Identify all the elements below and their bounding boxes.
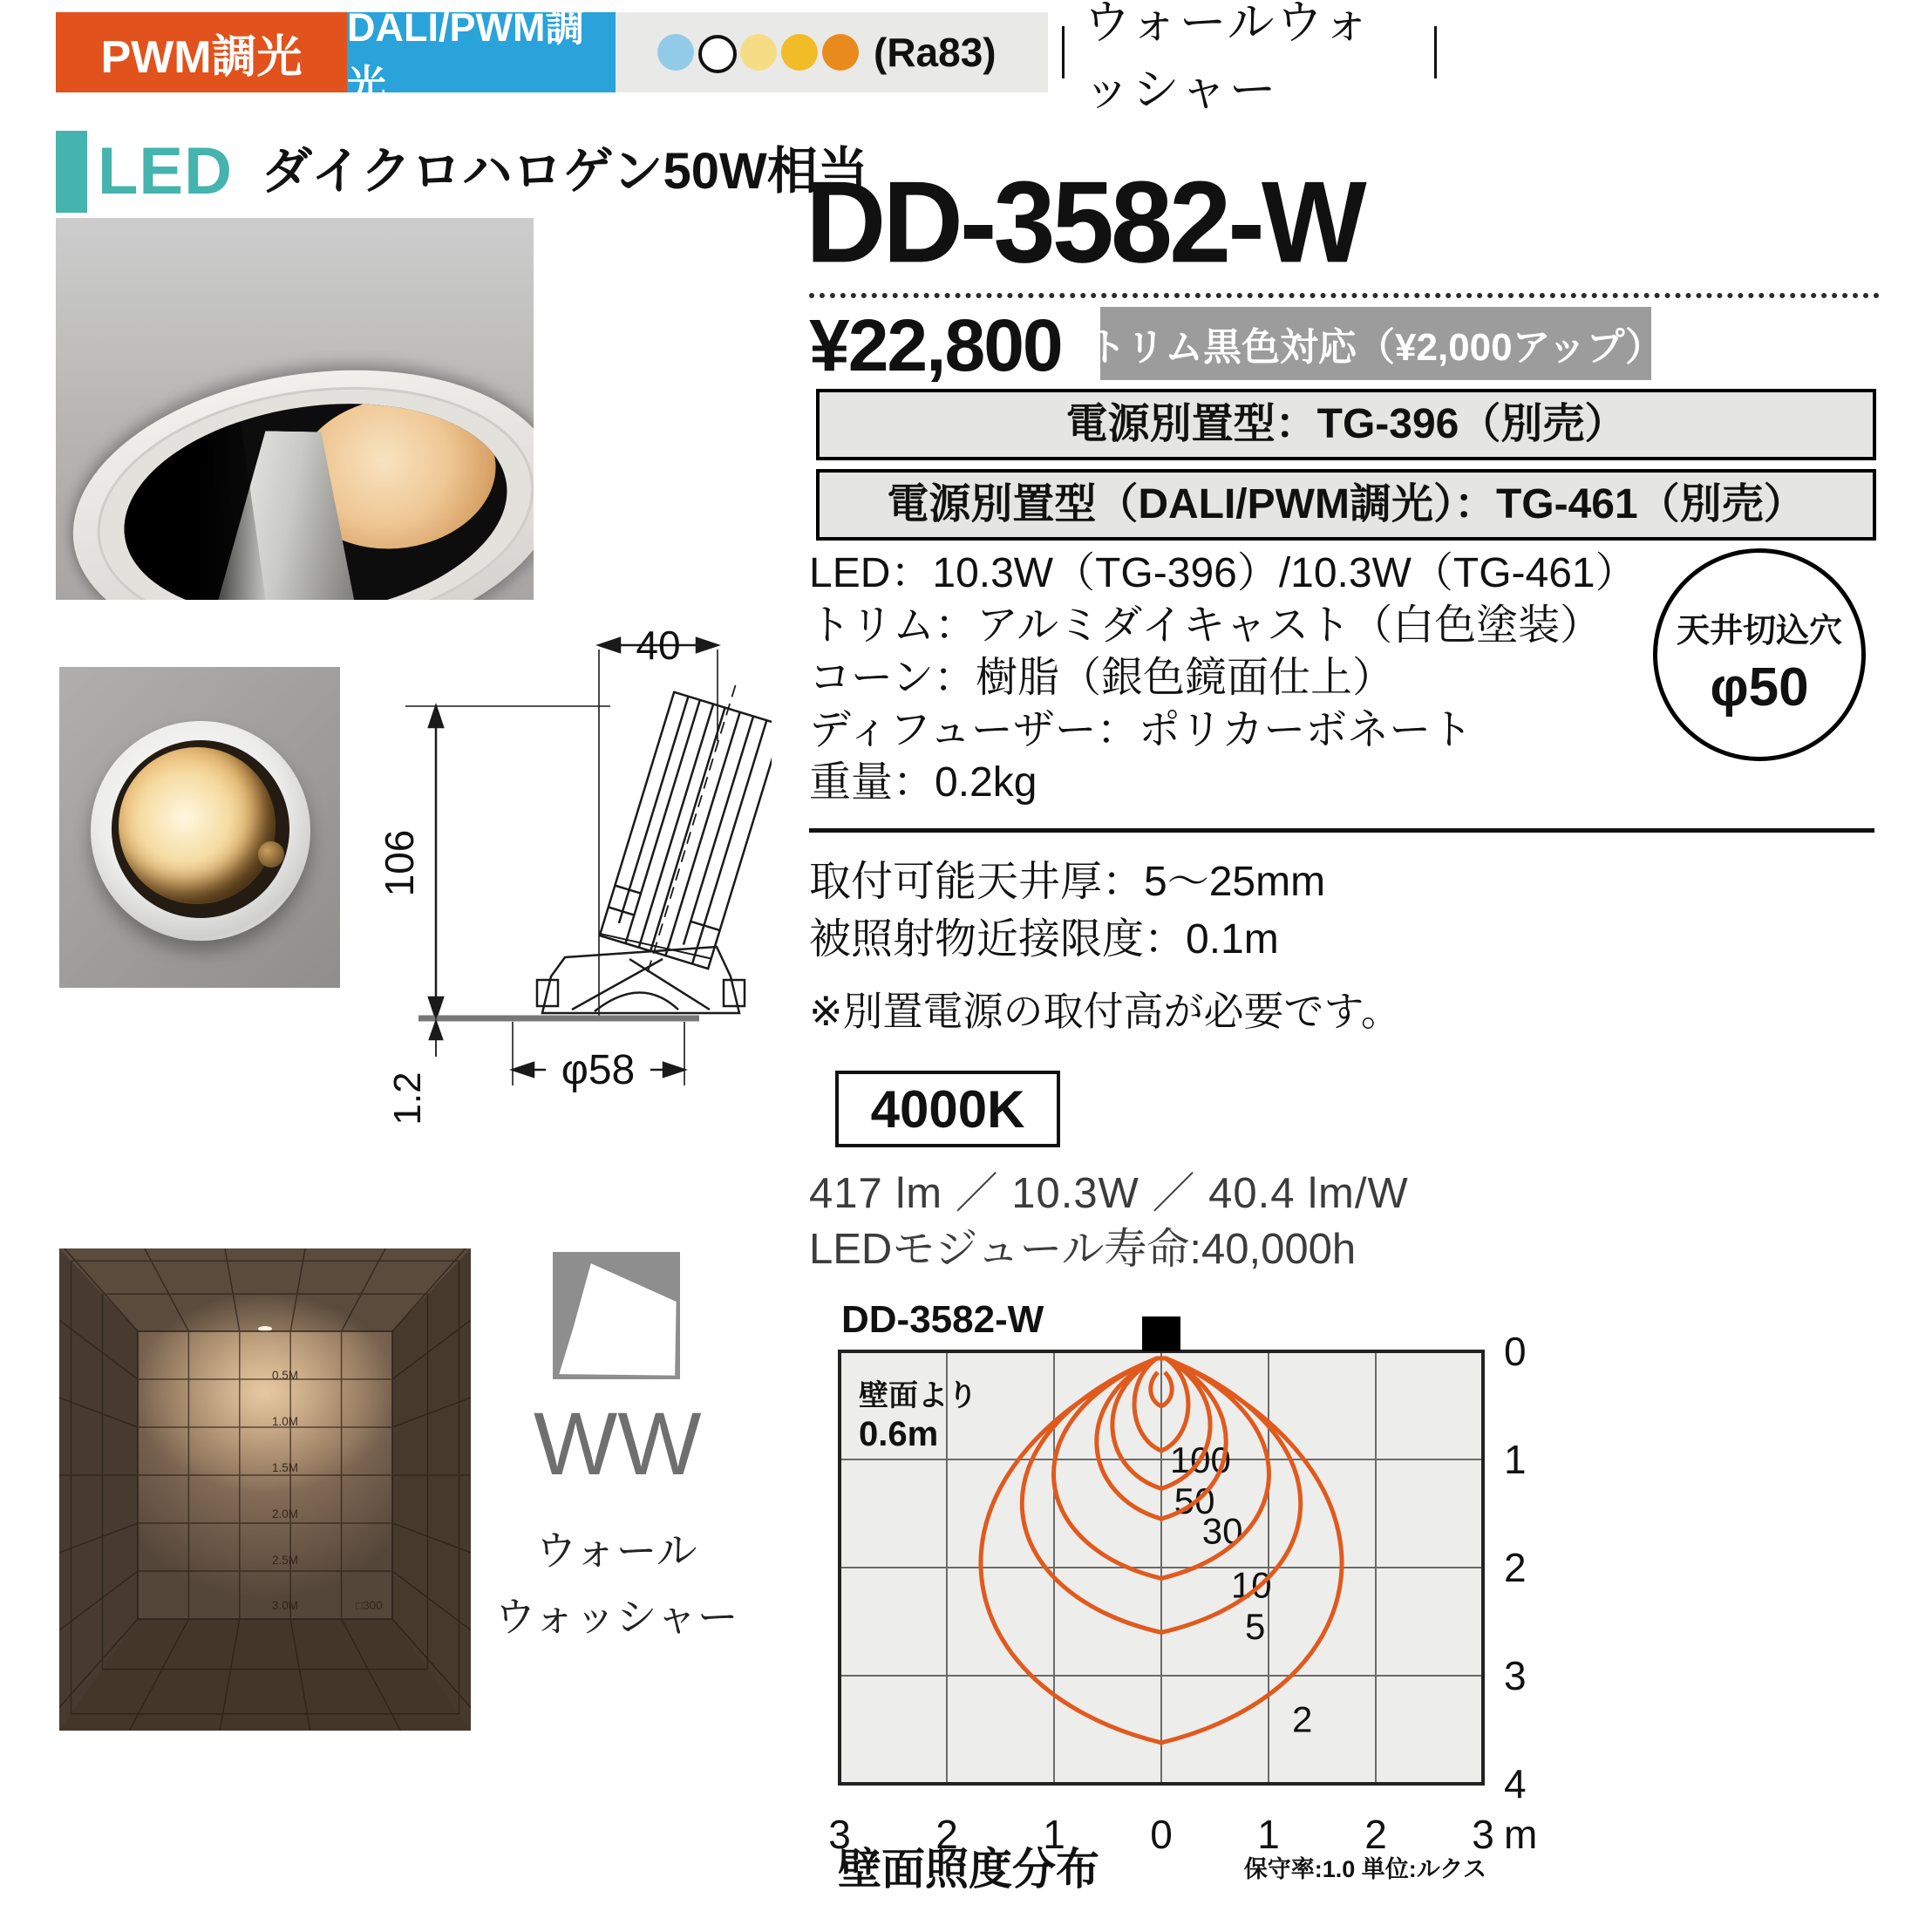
product-photo-main	[56, 218, 534, 600]
ceiling-cutout-size: φ50	[1710, 657, 1809, 718]
led-teal-bar	[56, 131, 87, 213]
ceiling-cutout-label: 天井切込穴	[1676, 613, 1842, 650]
category-tag-wallwasher	[1062, 0, 1437, 116]
fixture-opening	[112, 740, 289, 918]
lumen-line: 417 lm ／ 10.3W ／ 40.4 lm/W	[809, 1170, 1409, 1217]
rule	[809, 828, 1874, 833]
svg-text:30: 30	[1201, 1510, 1243, 1552]
spec-diffuser: ディフューザー：ポリカーボネート	[809, 707, 1473, 753]
svg-text:2: 2	[1504, 1545, 1527, 1590]
svg-text:0: 0	[1150, 1812, 1173, 1857]
cct-box	[835, 1071, 1060, 1147]
spec-cone: コーン：樹脂（銀色鏡面仕上）	[809, 655, 1395, 701]
svg-text:1: 1	[1043, 1812, 1065, 1857]
svg-text:壁面より: 壁面より	[859, 1379, 977, 1412]
color-dot-icon	[657, 34, 694, 71]
badge-dali-label: DALI/PWM調光	[347, 5, 585, 106]
room-depth-label: 1.0M	[272, 1415, 299, 1428]
dim-106: 106	[377, 829, 422, 897]
svg-text:3: 3	[828, 1812, 851, 1857]
chart-caption	[838, 1834, 1099, 1897]
svg-text:10: 10	[1230, 1564, 1272, 1606]
light-type-name-2: ウォッシャー	[494, 1594, 738, 1640]
spec-trim: トリム：アルミダイキャスト（白色塗装）	[809, 602, 1602, 649]
trim-ring	[91, 721, 310, 941]
cct-value: 4000K	[870, 1079, 1025, 1139]
color-dot-icon	[740, 34, 777, 71]
badge-pwm-label: PWM調光	[100, 31, 303, 83]
model-number: DD-3582-W	[806, 157, 1364, 288]
cone-shadow	[110, 416, 269, 600]
dim-40: 40	[636, 622, 681, 668]
dim-1-2: 1.2	[386, 1071, 429, 1126]
ra-value: (Ra83)	[874, 30, 997, 75]
svg-text:1: 1	[1257, 1812, 1280, 1857]
svg-text:2: 2	[1364, 1812, 1387, 1857]
svg-text:2: 2	[935, 1812, 958, 1857]
room-depth-label: 0.5M	[272, 1369, 299, 1382]
room-depth-label: 1.5M	[272, 1461, 299, 1474]
svg-text:0: 0	[1504, 1329, 1527, 1374]
spec-led: LED：10.3W（TG-396）/10.3W（TG-461）	[809, 550, 1637, 596]
divider-bar	[1062, 26, 1065, 78]
svg-text:5: 5	[1244, 1605, 1266, 1647]
chart-caption-text: 壁面照度分布	[838, 1845, 1099, 1894]
svg-text:3: 3	[1472, 1812, 1494, 1857]
chart-footnote-text: 保守率:1.0 単位:ルクス	[1243, 1856, 1486, 1882]
equivalent-wattage: ダイクロハロゲン50W相当	[262, 143, 868, 200]
svg-text:100: 100	[1169, 1439, 1231, 1480]
svg-text:50: 50	[1173, 1480, 1215, 1521]
power-unit-box-2: 電源別置型（DALI/PWM調光）：TG-461（別売）	[816, 469, 1876, 541]
power-unit-box-1: 電源別置型：TG-396（別売）	[816, 389, 1876, 460]
room-depth-label: 2.0M	[272, 1507, 299, 1520]
note-remote-power: ※別置電源の取付高が必要です。	[809, 989, 1401, 1034]
color-dot-icon	[822, 34, 859, 71]
svg-text:3: 3	[1504, 1653, 1527, 1698]
room-depth-label: 2.5M	[272, 1554, 299, 1567]
svg-text:2: 2	[1292, 1698, 1313, 1740]
svg-text:m: m	[1504, 1812, 1538, 1857]
downlight-fixture	[56, 341, 534, 600]
color-dot-icon	[781, 34, 818, 71]
warm-lamp-glow	[119, 747, 276, 904]
divider-bar	[1434, 26, 1437, 78]
led-tag: LED	[98, 134, 233, 208]
price-note-label: トリム黒色対応（¥2,000アップ）	[1088, 326, 1663, 369]
note-ceiling-thickness: 取付可能天井厚：5〜25mm	[809, 859, 1326, 905]
dimension-drawing	[375, 610, 772, 1133]
spec-weight: 重量：0.2kg	[809, 759, 1037, 806]
price-note-badge	[1088, 307, 1663, 380]
light-type-name-1: ウォール	[535, 1527, 697, 1574]
dim-phi58: φ58	[561, 1047, 636, 1093]
svg-text:0.6m: 0.6m	[859, 1415, 939, 1453]
color-dot-icon	[698, 35, 737, 73]
beam-shape	[553, 1252, 680, 1379]
room-simulation-photo	[59, 1248, 471, 1731]
spec-list	[809, 548, 1637, 809]
svg-text:DD-3582-W: DD-3582-W	[841, 1298, 1044, 1341]
wall-illuminance-chart	[811, 1290, 1561, 1874]
color-rendering-chip	[616, 12, 1048, 92]
product-photo-lit	[59, 667, 340, 988]
chart-footnote	[1160, 1850, 1486, 1884]
badge-pwm-dimming	[56, 12, 347, 92]
badge-dali-dimming	[347, 5, 616, 106]
svg-text:1: 1	[1504, 1437, 1527, 1482]
svg-text:4: 4	[1504, 1761, 1527, 1806]
light-type-code: WW	[534, 1394, 702, 1493]
category-label: ウォールウォッシャー	[1083, 0, 1372, 116]
room-depth-label: 3.0M	[272, 1599, 299, 1612]
wallwasher-beam-icon	[553, 1252, 680, 1379]
room-corner-label: □300	[356, 1599, 383, 1612]
price: ¥22,800	[809, 304, 1062, 386]
ceiling-cutout-circle	[1653, 548, 1866, 761]
dotted-separator	[809, 293, 1880, 298]
note-proximity: 被照射物近接限度：0.1m	[809, 916, 1279, 963]
lifetime-line: LEDモジュール寿命:40,000h	[809, 1226, 1357, 1273]
lamp-detail	[258, 841, 284, 867]
